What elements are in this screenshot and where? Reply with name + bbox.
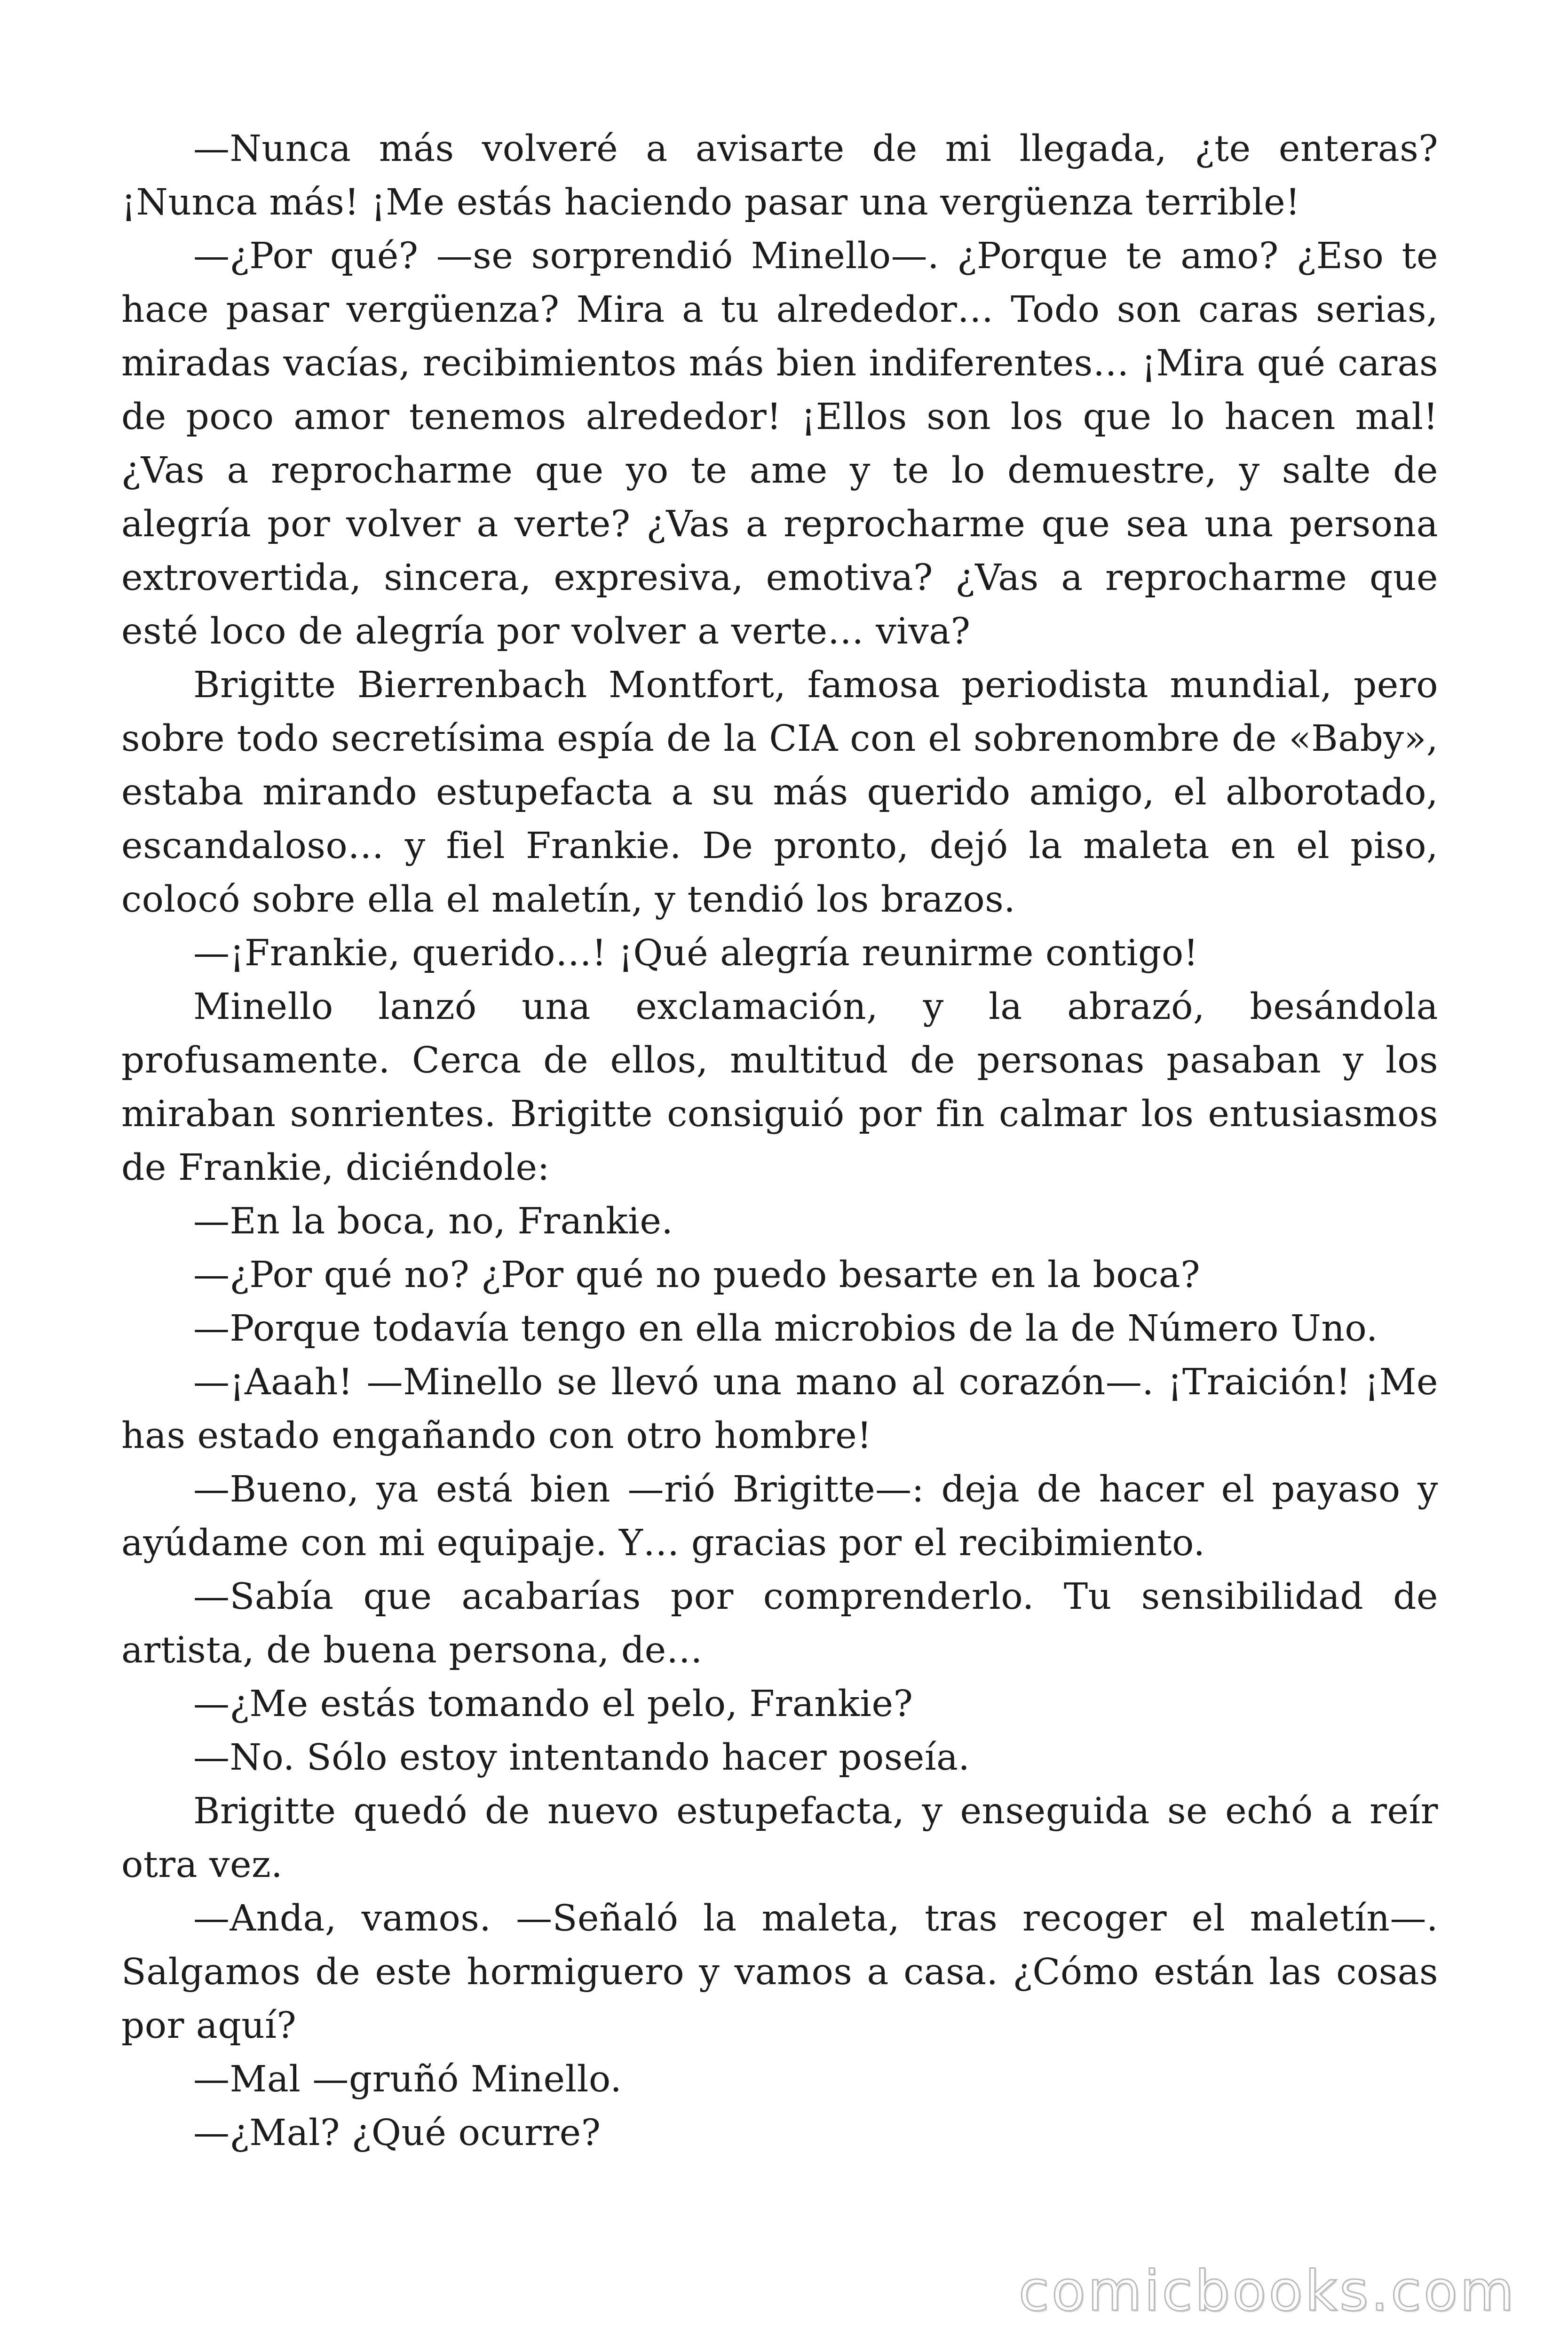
watermark-logo: comicbooks.com xyxy=(1018,2258,1516,2323)
paragraph: —¿Mal? ¿Qué ocurre? xyxy=(193,2112,601,2154)
paragraph: —Porque todavía tengo en ella microbios de la de Número Uno. xyxy=(193,1308,1378,1350)
paragraph: —En la boca, no, Frankie. xyxy=(193,1200,673,1242)
paragraph: Minello lanzó una exclamación, y la abrazó, besándola profusamente. Cerca de ellos, multitud de personas pasaban y los miraban sonrientes. Brigitte consiguió por fin calmar los entusiasmos de Frankie, diciéndole: xyxy=(121,986,1438,1189)
paragraph: Brigitte quedó de nuevo estupefacta, y enseguida se echó a reír otra vez. xyxy=(121,1790,1438,1886)
paragraph: —Sabía que acabarías por comprenderlo. Tu sensibilidad de artista, de buena persona, de… xyxy=(121,1576,1438,1671)
page-text xyxy=(121,122,1438,2239)
paragraph: —Bueno, ya está bien —rió Brigitte—: deja de hacer el payaso y ayúdame con mi equipaje. Y… gracias por el recibimiento. xyxy=(121,1469,1438,1564)
paragraph: —¿Por qué? —se sorprendió Minello—. ¿Porque te amo? ¿Eso te hace pasar vergüenza? Mira a tu alrededor… Todo son caras serias, miradas vacías, recibimientos más bien indiferentes… ¡Mira qué caras de poco amor tenemos alrededor! ¡Ellos son los que lo hacen mal! ¿Vas a reprocharme que yo te ame y te lo demuestre, y salte de alegría por volver a verte? ¿Vas a reprocharme que sea una persona extrovertida, sincera, expresiva, emotiva? ¿Vas a reprocharme que esté loco de alegría por volver a verte… viva? xyxy=(121,235,1438,652)
paragraph: —¿Por qué no? ¿Por qué no puedo besarte en la boca? xyxy=(193,1254,1200,1296)
paragraph: —¡Frankie, querido…! ¡Qué alegría reunirme contigo! xyxy=(193,932,1199,974)
paragraph: —Nunca más volveré a avisarte de mi llegada, ¿te enteras? ¡Nunca más! ¡Me estás haciendo pasar una vergüenza terrible! xyxy=(121,128,1438,223)
paragraph: —¡Aaah! —Minello se llevó una mano al corazón—. ¡Traición! ¡Me has estado engañando con otro hombre! xyxy=(121,1361,1438,1457)
paragraph: —¿Me estás tomando el pelo, Frankie? xyxy=(193,1683,913,1725)
paragraph: —Anda, vamos. —Señaló la maleta, tras recoger el maletín—. Salgamos de este hormiguero y vamos a casa. ¿Cómo están las cosas por aquí? xyxy=(121,1898,1438,2047)
paragraph: —Mal —gruñó Minello. xyxy=(193,2058,622,2100)
paragraph: Brigitte Bierrenbach Montfort, famosa periodista mundial, pero sobre todo secretísima espía de la CIA con el sobrenombre de «Baby», estaba mirando estupefacta a su más querido amigo, el alborotado, escandaloso… y fiel Frankie. De pronto, dejó la maleta en el piso, colocó sobre ella el maletín, y tendió los brazos. xyxy=(121,664,1438,921)
paragraph: —No. Sólo estoy intentando hacer poseía. xyxy=(193,1737,970,1779)
